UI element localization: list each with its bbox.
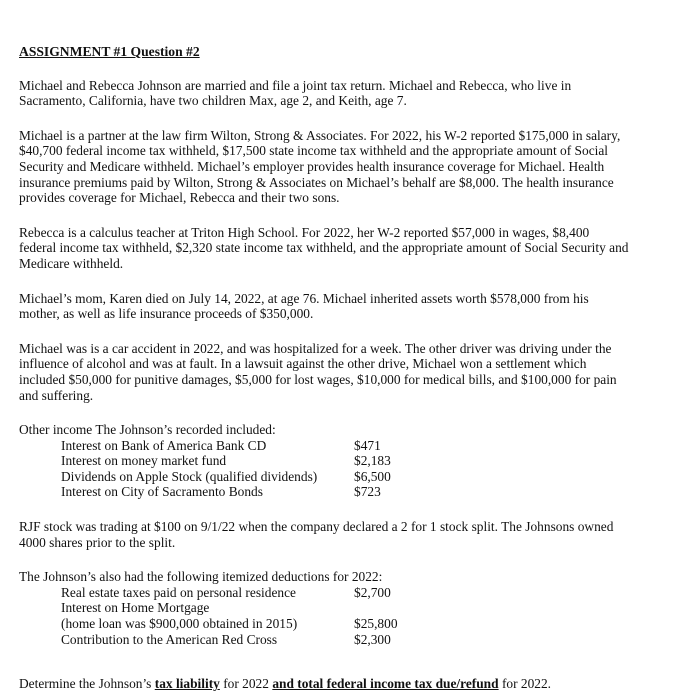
other-income-intro: Other income The Johnson’s recorded included:: [19, 422, 276, 438]
paragraph-michael-employment: [19, 128, 659, 206]
deduction-value: $2,700: [354, 584, 391, 600]
deduction-label: Real estate taxes paid on personal residence: [61, 584, 296, 600]
deduction-row: [19, 585, 659, 601]
text-line: Michael was is a car accident in 2022, and was hospitalized for a week. The other driver was driving under the: [19, 340, 612, 356]
income-label: Interest on City of Sacramento Bonds: [61, 484, 263, 500]
paragraph-rebecca-employment: [19, 225, 659, 272]
income-row: [19, 484, 659, 500]
deduction-row: [19, 600, 659, 616]
income-row: [19, 453, 659, 469]
deduction-label: (home loan was $900,000 obtained in 2015): [61, 616, 298, 632]
final-instruction: [19, 676, 659, 692]
deduction-label: Contribution to the American Red Cross: [61, 631, 278, 647]
text-line: Michael and Rebecca Johnson are married and file a joint tax return. Michael and Rebecca, who live in: [19, 77, 572, 93]
final-bold-tax-liability: tax liability: [154, 676, 220, 692]
text-line: Michael’s mom, Karen died on July 14, 2022, at age 76. Michael inherited assets worth $578,000 from his: [19, 290, 589, 306]
deduction-row: [19, 616, 659, 632]
text-line: Security and Medicare withheld. Michael’s employer provides health insurance coverage for Michael. Health: [19, 158, 605, 174]
income-label: Interest on Bank of America Bank CD: [61, 437, 267, 453]
income-row: [19, 469, 659, 485]
deduction-value: $2,300: [354, 631, 391, 647]
deduction-label: Interest on Home Mortgage: [61, 600, 210, 616]
deductions-section: [19, 569, 659, 647]
final-bold-total-due: and total federal income tax due/refund: [272, 676, 499, 692]
deduction-row: [19, 632, 659, 648]
deduction-value: $25,800: [354, 616, 398, 632]
text-line: included $50,000 for punitive damages, $5,000 for lost wages, $10,000 for medical bills, and $100,000 for pain: [19, 371, 617, 387]
final-prefix: Determine the Johnson’s: [19, 676, 155, 692]
text-line: mother, as well as life insurance proceeds of $350,000.: [19, 306, 314, 322]
paragraph-car-accident: [19, 341, 659, 403]
text-line: insurance premiums paid by Wilton, Strong & Associates on Michael’s behalf are $8,000. The health insurance: [19, 174, 614, 190]
text-line: Sacramento, California, have two children Max, age 2, and Keith, age 7.: [19, 93, 407, 109]
assignment-heading: ASSIGNMENT #1 Question #2: [19, 44, 200, 59]
text-line: Rebecca is a calculus teacher at Triton High School. For 2022, her W-2 reported $57,000 in wages, $8,400: [19, 224, 590, 240]
paragraph-stock-split: [19, 519, 659, 550]
text-line: Medicare withheld.: [19, 255, 124, 271]
income-value: $471: [354, 437, 381, 453]
document: [19, 44, 659, 692]
deductions-intro: The Johnson’s also had the following itemized deductions for 2022:: [19, 569, 383, 585]
text-line: provides coverage for Michael, Rebecca and their two sons.: [19, 190, 340, 206]
deduction-value: [354, 600, 434, 616]
final-middle: for 2022: [219, 676, 273, 692]
income-row: [19, 438, 659, 454]
income-label: Interest on money market fund: [61, 453, 227, 469]
text-line: influence of alcohol and was at fault. In a lawsuit against the other drive, Michael won a settlement which: [19, 356, 587, 372]
text-line: federal income tax withheld, $2,320 state income tax withheld, and the appropriate amount of Social Security and: [19, 240, 629, 256]
text-line: $40,700 federal income tax withheld, $17,500 state income tax withheld and the appropriate amount of Social: [19, 143, 609, 159]
final-suffix: for 2022.: [498, 676, 552, 692]
income-value: $723: [354, 484, 381, 500]
text-line: RJF stock was trading at $100 on 9/1/22 when the company declared a 2 for 1 stock split. The Johnsons owned: [19, 519, 614, 535]
text-line: Michael is a partner at the law firm Wilton, Strong & Associates. For 2022, his W-2 reported $175,000 in salary,: [19, 127, 621, 143]
other-income-section: [19, 422, 659, 500]
income-label: Dividends on Apple Stock (qualified dividends): [61, 468, 318, 484]
income-value: $6,500: [354, 468, 391, 484]
text-line: and suffering.: [19, 387, 94, 403]
paragraph-family-intro: [19, 78, 659, 109]
income-value: $2,183: [354, 453, 391, 469]
paragraph-inheritance: [19, 291, 659, 322]
text-line: 4000 shares prior to the split.: [19, 534, 176, 550]
